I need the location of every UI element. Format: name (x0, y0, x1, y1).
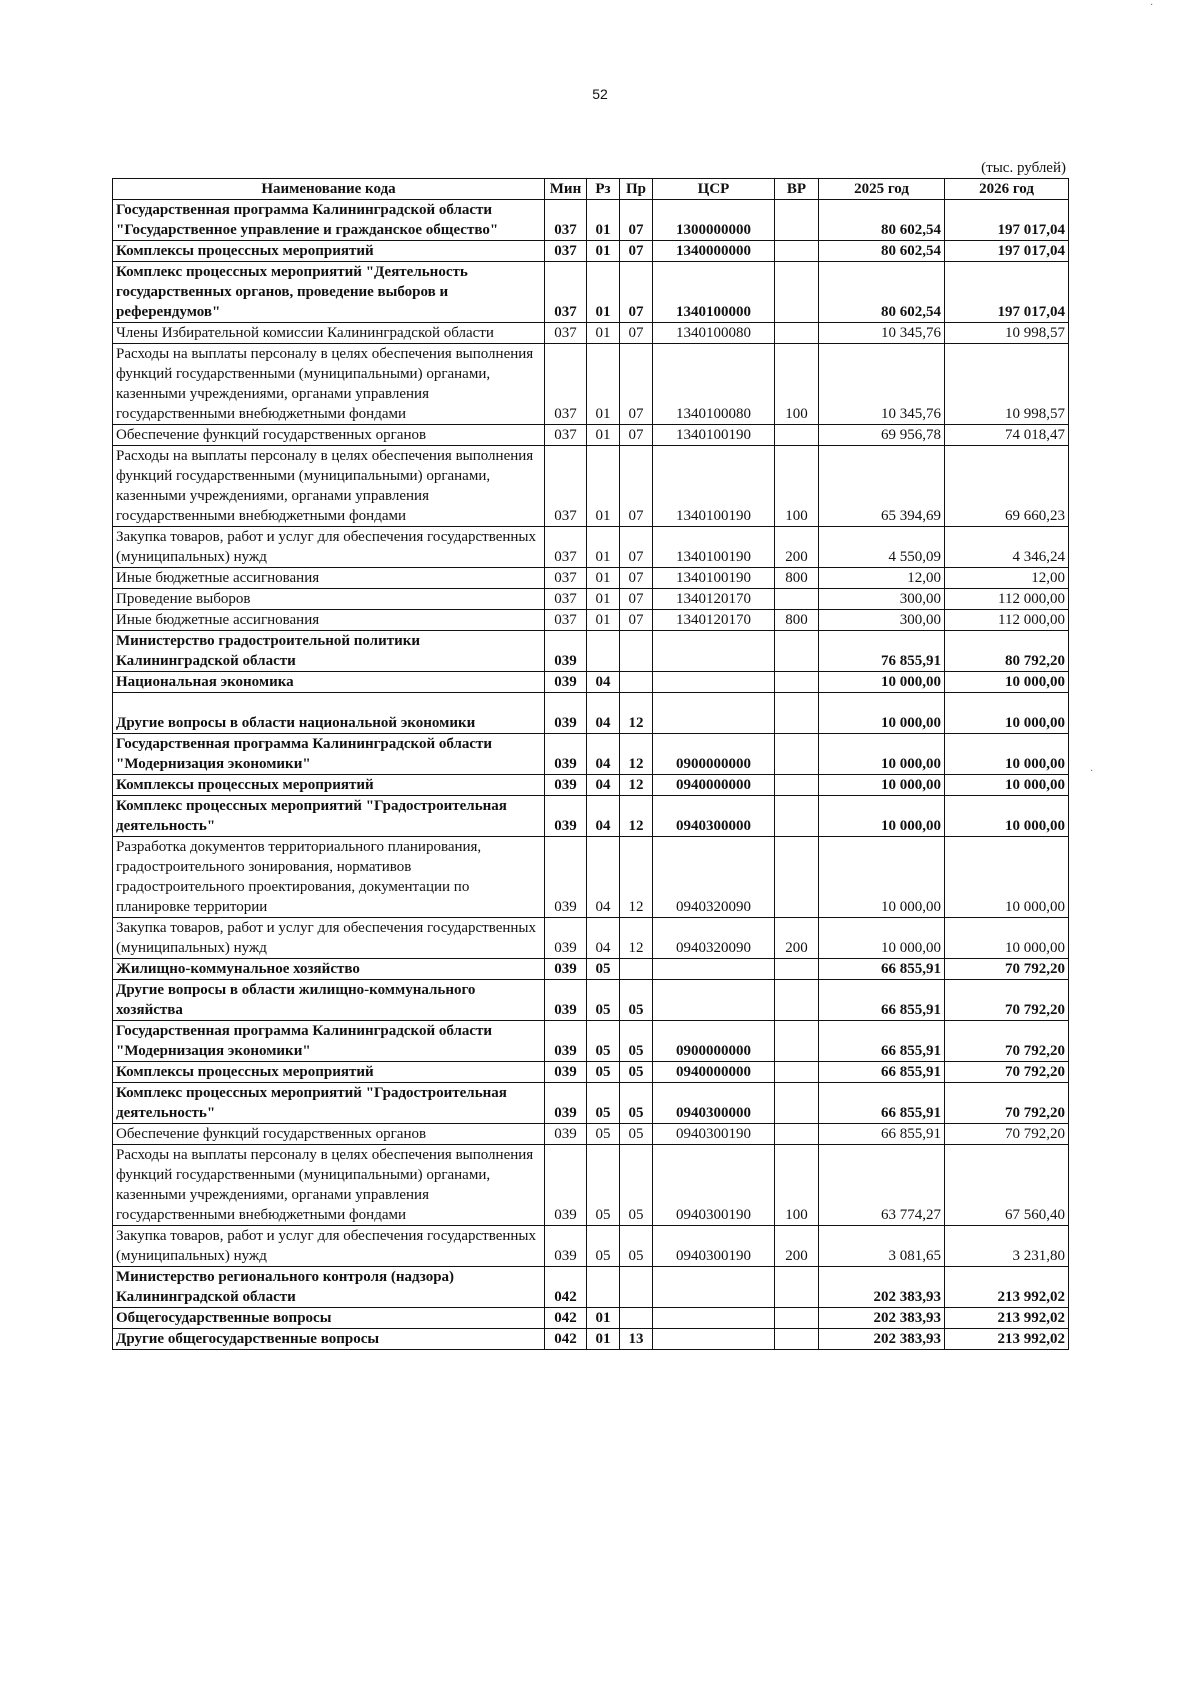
cell-vr (775, 1021, 819, 1062)
cell-2026: 69 660,23 (945, 446, 1069, 527)
cell-2026: 70 792,20 (945, 1021, 1069, 1062)
cell-name: Другие вопросы в области жилищно-коммунального хозяйства (113, 980, 545, 1021)
cell-vr (775, 1062, 819, 1083)
cell-min: 039 (545, 959, 587, 980)
cell-pr: 07 (620, 344, 653, 425)
table-row (113, 1145, 1069, 1226)
cell-csr (653, 631, 775, 672)
table-row (113, 1021, 1069, 1062)
cell-2025: 202 383,93 (819, 1308, 945, 1329)
cell-rz: 01 (587, 200, 620, 241)
cell-csr: 0940300190 (653, 1124, 775, 1145)
table-row (113, 568, 1069, 589)
cell-rz: 05 (587, 959, 620, 980)
cell-name: Закупка товаров, работ и услуг для обеспечения государственных (муниципальных) нужд (113, 918, 545, 959)
cell-csr: 0940300190 (653, 1226, 775, 1267)
table-row (113, 734, 1069, 775)
cell-min: 039 (545, 918, 587, 959)
table-row (113, 446, 1069, 527)
cell-name: Министерство градостроительной политики Калининградской области (113, 631, 545, 672)
table-row (113, 837, 1069, 918)
cell-pr (620, 1308, 653, 1329)
cell-2025: 300,00 (819, 589, 945, 610)
cell-2026: 70 792,20 (945, 980, 1069, 1021)
cell-csr: 1340000000 (653, 241, 775, 262)
cell-2025: 66 855,91 (819, 959, 945, 980)
cell-rz: 01 (587, 262, 620, 323)
cell-name: Комплекс процессных мероприятий "Градостроительная деятельность" (113, 796, 545, 837)
cell-2026: 197 017,04 (945, 262, 1069, 323)
cell-name: Расходы на выплаты персоналу в целях обеспечения выполнения функций государственными (муниципальными) органами, казенными учреждениями, органами управления государственными внебюджетными фондами (113, 1145, 545, 1226)
column-header-2026: 2026 год (945, 179, 1069, 200)
cell-name: Закупка товаров, работ и услуг для обеспечения государственных (муниципальных) нужд (113, 527, 545, 568)
table-row (113, 796, 1069, 837)
cell-2026: 3 231,80 (945, 1226, 1069, 1267)
table-row (113, 959, 1069, 980)
cell-rz: 01 (587, 610, 620, 631)
cell-vr (775, 1124, 819, 1145)
column-header-pr: Пр (620, 179, 653, 200)
cell-csr: 1340100080 (653, 323, 775, 344)
cell-min: 037 (545, 241, 587, 262)
cell-name: Иные бюджетные ассигнования (113, 568, 545, 589)
cell-csr: 1340100190 (653, 425, 775, 446)
cell-min: 039 (545, 837, 587, 918)
cell-pr: 12 (620, 796, 653, 837)
cell-2025: 202 383,93 (819, 1267, 945, 1308)
cell-pr: 05 (620, 1145, 653, 1226)
table-row (113, 918, 1069, 959)
cell-name: Другие общегосударственные вопросы (113, 1329, 545, 1350)
cell-pr: 07 (620, 200, 653, 241)
cell-name: Закупка товаров, работ и услуг для обеспечения государственных (муниципальных) нужд (113, 1226, 545, 1267)
cell-csr: 0940300000 (653, 1083, 775, 1124)
cell-2025: 10 000,00 (819, 796, 945, 837)
cell-pr: 07 (620, 527, 653, 568)
cell-2026: 213 992,02 (945, 1329, 1069, 1350)
cell-csr: 0900000000 (653, 734, 775, 775)
cell-rz: 05 (587, 1083, 620, 1124)
cell-2025: 80 602,54 (819, 200, 945, 241)
cell-min: 042 (545, 1308, 587, 1329)
table-row (113, 1308, 1069, 1329)
cell-name: Разработка документов территориального планирования, градостроительного зонирования, нормативов градостроительного проектирования, документации по планировке территории (113, 837, 545, 918)
cell-pr: 07 (620, 446, 653, 527)
cell-2025: 10 345,76 (819, 323, 945, 344)
cell-vr: 100 (775, 344, 819, 425)
cell-min: 039 (545, 734, 587, 775)
cell-csr: 0940000000 (653, 775, 775, 796)
cell-2026: 10 998,57 (945, 344, 1069, 425)
cell-rz: 04 (587, 693, 620, 734)
column-header-rz: Рз (587, 179, 620, 200)
cell-pr: 07 (620, 589, 653, 610)
table-body (113, 200, 1069, 1350)
cell-csr: 1340100190 (653, 446, 775, 527)
column-header-2025: 2025 год (819, 179, 945, 200)
cell-2026: 10 000,00 (945, 734, 1069, 775)
cell-min: 037 (545, 262, 587, 323)
cell-pr: 07 (620, 610, 653, 631)
cell-csr: 1340100190 (653, 527, 775, 568)
column-header-csr: ЦСР (653, 179, 775, 200)
cell-rz: 01 (587, 1308, 620, 1329)
cell-2025: 10 000,00 (819, 672, 945, 693)
cell-csr (653, 1329, 775, 1350)
cell-min: 037 (545, 610, 587, 631)
cell-2026: 10 000,00 (945, 672, 1069, 693)
cell-2025: 202 383,93 (819, 1329, 945, 1350)
cell-min: 039 (545, 775, 587, 796)
cell-pr: 07 (620, 241, 653, 262)
cell-2025: 10 000,00 (819, 693, 945, 734)
cell-name: Жилищно-коммунальное хозяйство (113, 959, 545, 980)
cell-vr (775, 837, 819, 918)
cell-name: Расходы на выплаты персоналу в целях обеспечения выполнения функций государственными (муниципальными) органами, казенными учреждениями, органами управления государственными внебюджетными фондами (113, 344, 545, 425)
cell-min: 039 (545, 980, 587, 1021)
cell-2026: 70 792,20 (945, 959, 1069, 980)
cell-name: Проведение выборов (113, 589, 545, 610)
budget-table (112, 178, 1069, 1350)
cell-vr (775, 200, 819, 241)
cell-min: 037 (545, 446, 587, 527)
table-row (113, 425, 1069, 446)
table-row (113, 241, 1069, 262)
cell-rz: 01 (587, 446, 620, 527)
cell-2026: 67 560,40 (945, 1145, 1069, 1226)
cell-min: 037 (545, 344, 587, 425)
cell-csr: 1340120170 (653, 610, 775, 631)
cell-csr: 0940320090 (653, 837, 775, 918)
table-header-row (113, 179, 1069, 200)
table-row (113, 980, 1069, 1021)
cell-rz: 04 (587, 918, 620, 959)
cell-pr: 05 (620, 1083, 653, 1124)
cell-name: Министерство регионального контроля (надзора) Калининградской области (113, 1267, 545, 1308)
column-header-name: Наименование кода (113, 179, 545, 200)
cell-rz: 04 (587, 796, 620, 837)
cell-min: 039 (545, 1145, 587, 1226)
cell-min: 037 (545, 323, 587, 344)
column-header-min: Мин (545, 179, 587, 200)
cell-csr: 1300000000 (653, 200, 775, 241)
cell-pr: 05 (620, 1021, 653, 1062)
cell-csr: 1340120170 (653, 589, 775, 610)
cell-rz: 04 (587, 837, 620, 918)
cell-name: Члены Избирательной комиссии Калининградской области (113, 323, 545, 344)
cell-min: 039 (545, 1062, 587, 1083)
cell-pr: 12 (620, 775, 653, 796)
cell-pr: 13 (620, 1329, 653, 1350)
cell-2025: 66 855,91 (819, 1124, 945, 1145)
cell-2026: 112 000,00 (945, 610, 1069, 631)
cell-vr (775, 734, 819, 775)
table-row (113, 589, 1069, 610)
cell-min: 039 (545, 693, 587, 734)
cell-rz: 01 (587, 241, 620, 262)
cell-vr: 100 (775, 446, 819, 527)
cell-pr: 12 (620, 734, 653, 775)
cell-csr: 0900000000 (653, 1021, 775, 1062)
cell-2025: 66 855,91 (819, 1021, 945, 1062)
cell-name: Другие вопросы в области национальной экономики (113, 693, 545, 734)
cell-vr (775, 1308, 819, 1329)
cell-2026: 10 000,00 (945, 693, 1069, 734)
cell-min: 037 (545, 527, 587, 568)
cell-pr: 05 (620, 980, 653, 1021)
cell-2025: 66 855,91 (819, 980, 945, 1021)
column-header-vr: ВР (775, 179, 819, 200)
cell-csr (653, 693, 775, 734)
table-row (113, 1267, 1069, 1308)
cell-vr (775, 959, 819, 980)
cell-2026: 4 346,24 (945, 527, 1069, 568)
cell-csr: 1340100080 (653, 344, 775, 425)
cell-name: Комплексы процессных мероприятий (113, 775, 545, 796)
cell-2026: 10 000,00 (945, 918, 1069, 959)
cell-2025: 3 081,65 (819, 1226, 945, 1267)
cell-pr (620, 672, 653, 693)
cell-2026: 213 992,02 (945, 1308, 1069, 1329)
table-row (113, 1329, 1069, 1350)
cell-rz: 01 (587, 527, 620, 568)
cell-csr: 0940000000 (653, 1062, 775, 1083)
cell-2026: 70 792,20 (945, 1083, 1069, 1124)
table-row (113, 1062, 1069, 1083)
cell-min: 039 (545, 796, 587, 837)
cell-vr (775, 775, 819, 796)
cell-rz: 01 (587, 589, 620, 610)
cell-csr (653, 1308, 775, 1329)
cell-min: 039 (545, 672, 587, 693)
cell-2025: 80 602,54 (819, 241, 945, 262)
cell-2026: 10 998,57 (945, 323, 1069, 344)
cell-rz: 04 (587, 734, 620, 775)
cell-pr (620, 1267, 653, 1308)
cell-rz: 01 (587, 425, 620, 446)
cell-vr (775, 323, 819, 344)
cell-rz: 05 (587, 980, 620, 1021)
cell-2026: 70 792,20 (945, 1124, 1069, 1145)
cell-min: 039 (545, 1124, 587, 1145)
cell-pr: 07 (620, 568, 653, 589)
cell-2025: 300,00 (819, 610, 945, 631)
cell-2026: 10 000,00 (945, 775, 1069, 796)
cell-vr: 200 (775, 918, 819, 959)
cell-min: 039 (545, 631, 587, 672)
table-row (113, 200, 1069, 241)
cell-name: Национальная экономика (113, 672, 545, 693)
table-row (113, 610, 1069, 631)
cell-rz (587, 631, 620, 672)
cell-vr (775, 672, 819, 693)
cell-name: Государственная программа Калининградской области "Модернизация экономики" (113, 1021, 545, 1062)
cell-2025: 76 855,91 (819, 631, 945, 672)
table-row (113, 344, 1069, 425)
cell-2025: 10 345,76 (819, 344, 945, 425)
cell-pr (620, 959, 653, 980)
cell-csr: 0940320090 (653, 918, 775, 959)
cell-name: Расходы на выплаты персоналу в целях обеспечения выполнения функций государственными (муниципальными) органами, казенными учреждениями, органами управления государственными внебюджетными фондами (113, 446, 545, 527)
units-label: (тыс. рублей) (981, 160, 1066, 176)
cell-csr (653, 980, 775, 1021)
cell-2026: 10 000,00 (945, 837, 1069, 918)
cell-pr: 07 (620, 425, 653, 446)
cell-2025: 10 000,00 (819, 734, 945, 775)
cell-csr: 1340100190 (653, 568, 775, 589)
cell-2026: 70 792,20 (945, 1062, 1069, 1083)
cell-rz: 04 (587, 775, 620, 796)
cell-pr: 12 (620, 918, 653, 959)
table-row (113, 262, 1069, 323)
cell-rz: 01 (587, 323, 620, 344)
cell-2025: 80 602,54 (819, 262, 945, 323)
cell-vr (775, 1329, 819, 1350)
table-row (113, 631, 1069, 672)
cell-2025: 10 000,00 (819, 775, 945, 796)
table-row (113, 527, 1069, 568)
cell-name: Государственная программа Калининградской области "Модернизация экономики" (113, 734, 545, 775)
cell-min: 042 (545, 1329, 587, 1350)
cell-vr: 200 (775, 527, 819, 568)
cell-name: Обеспечение функций государственных органов (113, 425, 545, 446)
table-row (113, 693, 1069, 734)
cell-2025: 10 000,00 (819, 837, 945, 918)
cell-vr (775, 262, 819, 323)
table-row (113, 1226, 1069, 1267)
cell-2026: 12,00 (945, 568, 1069, 589)
cell-vr (775, 796, 819, 837)
table-row (113, 1083, 1069, 1124)
cell-pr: 07 (620, 262, 653, 323)
cell-2026: 197 017,04 (945, 241, 1069, 262)
cell-name: Общегосударственные вопросы (113, 1308, 545, 1329)
cell-vr (775, 693, 819, 734)
cell-csr (653, 672, 775, 693)
cell-vr (775, 1267, 819, 1308)
cell-2025: 66 855,91 (819, 1083, 945, 1124)
cell-vr (775, 589, 819, 610)
cell-name: Комплексы процессных мероприятий (113, 1062, 545, 1083)
cell-rz: 05 (587, 1021, 620, 1062)
cell-name: Комплекс процессных мероприятий "Деятельность государственных органов, проведение выборов и референдумов" (113, 262, 545, 323)
cell-min: 039 (545, 1226, 587, 1267)
cell-pr: 07 (620, 323, 653, 344)
cell-2025: 4 550,09 (819, 527, 945, 568)
cell-2025: 10 000,00 (819, 918, 945, 959)
cell-2025: 12,00 (819, 568, 945, 589)
cell-min: 037 (545, 200, 587, 241)
cell-vr (775, 425, 819, 446)
cell-min: 039 (545, 1021, 587, 1062)
cell-min: 037 (545, 589, 587, 610)
table-row (113, 323, 1069, 344)
cell-name: Комплекс процессных мероприятий "Градостроительная деятельность" (113, 1083, 545, 1124)
cell-rz: 05 (587, 1145, 620, 1226)
table-row (113, 672, 1069, 693)
cell-2026: 74 018,47 (945, 425, 1069, 446)
cell-name: Комплексы процессных мероприятий (113, 241, 545, 262)
cell-2025: 63 774,27 (819, 1145, 945, 1226)
cell-pr: 12 (620, 837, 653, 918)
cell-min: 037 (545, 425, 587, 446)
cell-rz: 05 (587, 1226, 620, 1267)
scan-speck: · (1150, 0, 1154, 11)
table-row (113, 775, 1069, 796)
cell-min: 039 (545, 1083, 587, 1124)
cell-vr: 800 (775, 568, 819, 589)
cell-pr (620, 631, 653, 672)
cell-name: Иные бюджетные ассигнования (113, 610, 545, 631)
cell-csr: 0940300190 (653, 1145, 775, 1226)
cell-csr (653, 959, 775, 980)
cell-2026: 197 017,04 (945, 200, 1069, 241)
cell-rz: 01 (587, 568, 620, 589)
cell-pr: 05 (620, 1226, 653, 1267)
cell-rz (587, 1267, 620, 1308)
cell-min: 042 (545, 1267, 587, 1308)
cell-vr (775, 980, 819, 1021)
cell-2026: 112 000,00 (945, 589, 1069, 610)
cell-2026: 80 792,20 (945, 631, 1069, 672)
cell-rz: 01 (587, 344, 620, 425)
cell-pr: 12 (620, 693, 653, 734)
cell-vr (775, 241, 819, 262)
cell-vr: 800 (775, 610, 819, 631)
cell-2025: 66 855,91 (819, 1062, 945, 1083)
cell-2026: 10 000,00 (945, 796, 1069, 837)
cell-csr: 0940300000 (653, 796, 775, 837)
cell-name: Государственная программа Калининградской области "Государственное управление и гражданское общество" (113, 200, 545, 241)
cell-min: 037 (545, 568, 587, 589)
cell-csr (653, 1267, 775, 1308)
cell-2026: 213 992,02 (945, 1267, 1069, 1308)
cell-name: Обеспечение функций государственных органов (113, 1124, 545, 1145)
cell-2025: 65 394,69 (819, 446, 945, 527)
page-number: 52 (592, 86, 608, 102)
cell-rz: 05 (587, 1062, 620, 1083)
cell-csr: 1340100000 (653, 262, 775, 323)
cell-rz: 04 (587, 672, 620, 693)
cell-vr: 100 (775, 1145, 819, 1226)
cell-vr: 200 (775, 1226, 819, 1267)
cell-pr: 05 (620, 1062, 653, 1083)
cell-vr (775, 631, 819, 672)
cell-rz: 05 (587, 1124, 620, 1145)
cell-rz: 01 (587, 1329, 620, 1350)
scan-speck: · (1090, 766, 1094, 777)
cell-pr: 05 (620, 1124, 653, 1145)
table-row (113, 1124, 1069, 1145)
cell-2025: 69 956,78 (819, 425, 945, 446)
cell-vr (775, 1083, 819, 1124)
